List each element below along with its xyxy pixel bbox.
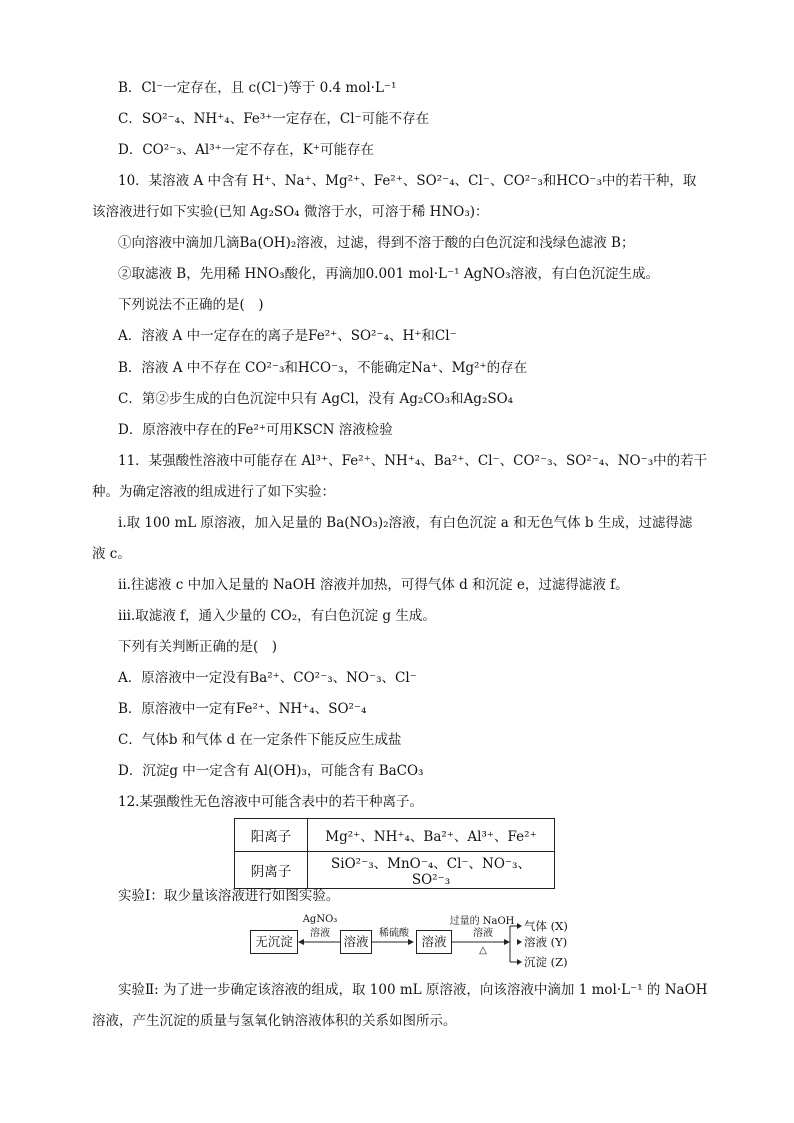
- question-11-stem: 11．某强酸性溶液中可能存在 Al³⁺、Fe²⁺、NH⁺₄、Ba²⁺、Cl⁻、CO²⁻₃、SO²⁻₄、NO⁻₃中的若干: [118, 453, 708, 469]
- question-11-option-d: D．沉淀g 中一定含有 Al(OH)₃，可能含有 BaCO₃: [118, 763, 424, 779]
- product-gas: 气体 (X): [524, 919, 568, 933]
- experiment-2-text-cont: 溶液，产生沉淀的质量与氢氧化钠溶液体积的关系如图所示。: [92, 1013, 457, 1029]
- experiment-flowchart: [246, 912, 606, 976]
- table-row: [235, 852, 555, 889]
- experiment-1-text: 实验Ⅰ：取少量该溶液进行如图实验。: [118, 888, 340, 904]
- table-row: [235, 819, 555, 852]
- question-11-option-b: B．原溶液中一定有Fe²⁺、NH⁺₄、SO²⁻₄: [118, 701, 367, 717]
- question-11-step-i: ⅰ.取 100 mL 原溶液，加入足量的 Ba(NO₃)₂溶液，有白色沉淀 a 和无色气体 b 生成，过滤得滤: [118, 515, 693, 531]
- question-11-prompt: 下列有关判断正确的是( ): [118, 639, 278, 655]
- arrow-label-reagent: 溶液: [310, 928, 330, 939]
- solution-box: 溶液: [416, 930, 452, 954]
- option-b-text: B．Cl⁻一定存在，且 c(Cl⁻)等于 0.4 mol·L⁻¹: [118, 80, 397, 96]
- arrow-label-reagent: 溶液: [473, 928, 493, 939]
- question-11-step-i-cont: 液 c。: [92, 546, 131, 562]
- anion-header: 阴离子: [235, 852, 308, 889]
- question-10-step-1: ①向溶液中滴加几滴Ba(OH)₂溶液，过滤，得到不溶于酸的白色沉淀和浅绿色滤液 B；: [118, 235, 635, 251]
- question-12-stem: 12.某强酸性无色溶液中可能含表中的若干种离子。: [118, 794, 423, 810]
- question-10-option-c: C．第②步生成的白色沉淀中只有 AgCl，没有 Ag₂CO₃和Ag₂SO₄: [118, 391, 514, 407]
- solution-box: 溶液: [340, 930, 372, 954]
- experiment-2-text: 实验Ⅱ: 为了进一步确定该溶液的组成，取 100 mL 原溶液，向该溶液中滴加 1 mol·L⁻¹ 的 NaOH: [118, 982, 708, 998]
- question-11-option-a: A．原溶液中一定没有Ba²⁺、CO²⁻₃、NO⁻₃、Cl⁻: [118, 670, 417, 686]
- question-10-step-2: ②取滤液 B，先用稀 HNO₃酸化，再滴加0.001 mol·L⁻¹ AgNO₃溶液，有白色沉淀生成。: [118, 266, 660, 282]
- option-d-text: D．CO²⁻₃、Al³⁺一定不存在，K⁺可能存在: [118, 142, 374, 158]
- ion-table: [234, 818, 555, 889]
- arrow-label-reagent: AgNO₃: [302, 914, 338, 925]
- heat-symbol: △: [479, 945, 487, 956]
- option-c-text: C．SO²⁻₄、NH⁺₄、Fe³⁺一定存在，Cl⁻可能不存在: [118, 111, 430, 127]
- question-11-option-c: C．气体b 和气体 d 在一定条件下能反应生成盐: [118, 732, 402, 748]
- question-10-stem-cont: 该溶液进行如下实验(已知 Ag₂SO₄ 微溶于水，可溶于稀 HNO₃)：: [92, 204, 489, 220]
- question-10-option-b: B．溶液 A 中不存在 CO²⁻₃和HCO⁻₃，不能确定Na⁺、Mg²⁺的存在: [118, 360, 528, 376]
- question-10-prompt: 下列说法不正确的是( ): [118, 297, 264, 313]
- question-10-stem: 10．某溶液 A 中含有 H⁺、Na⁺、Mg²⁺、Fe²⁺、SO²⁻₄、Cl⁻、CO²⁻₃和HCO⁻₃中的若干种，取: [118, 173, 697, 189]
- arrow-label-reagent: 过量的 NaOH: [449, 916, 515, 927]
- cation-header: 阳离子: [235, 819, 308, 852]
- question-10-option-a: A．溶液 A 中一定存在的离子是Fe²⁺、SO²⁻₄、H⁺和Cl⁻: [118, 328, 457, 344]
- question-11-stem-cont: 种。为确定溶液的组成进行了如下实验：: [92, 484, 335, 500]
- arrow-label-reagent: 稀硫酸: [379, 928, 409, 939]
- question-10-option-d: D．原溶液中存在的Fe²⁺可用KSCN 溶液检验: [118, 422, 393, 438]
- no-precipitate-box: 无沉淀: [250, 930, 298, 954]
- question-11-step-iii: ⅲ.取滤液 f，通入少量的 CO₂，有白色沉淀 g 生成。: [118, 608, 436, 624]
- cation-list: Mg²⁺、NH⁺₄、Ba²⁺、Al³⁺、Fe²⁺: [308, 819, 555, 852]
- anion-list: SiO²⁻₃、MnO⁻₄、Cl⁻、NO⁻₃、SO²⁻₃: [308, 852, 555, 889]
- product-solution: 溶液 (Y): [524, 935, 568, 949]
- product-precipitate: 沉淀 (Z): [524, 955, 568, 969]
- question-11-step-ii: ⅱ.往滤液 c 中加入足量的 NaOH 溶液并加热，可得气体 d 和沉淀 e，过滤得滤液 f。: [118, 577, 629, 593]
